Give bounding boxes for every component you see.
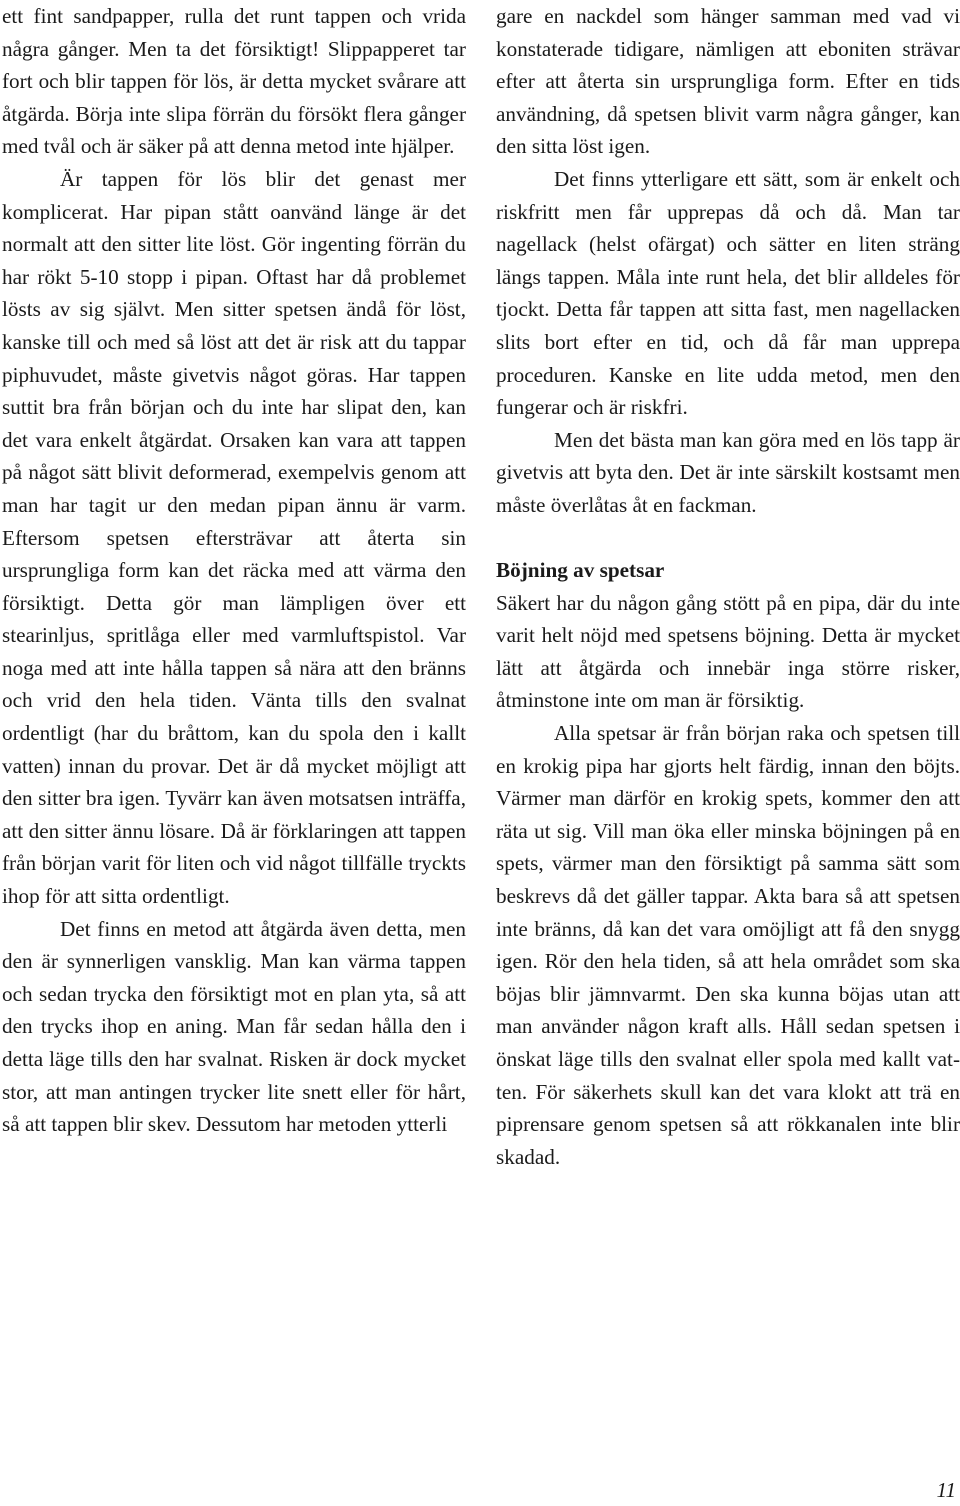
paragraph: gare en nackdel som hänger samman med vad vi konstaterade tidigare, nämligen att eboniten strävar efter att återta sin ursprungliga form. Efter en tids användning, då spetsen blivit varm några gånger, kan den sitta löst igen. <box>496 4 960 159</box>
page-number: 11 <box>936 1478 956 1502</box>
paragraph: Alla spetsar är från början raka och spetsen till en krokig pipa har gjorts helt färdig, innan den böjts. Värmer man därför en krokig spets, kommer den att räta ut sig. Vill man öka eller minska böjningen på en spets, värmer man den försiktigt på samma sätt som beskrevs då det gäller tappar. Akta bara så att spetsen inte bränns, då kan det vara omöjligt att få den snygg igen. Rör den hela tiden, så att hela området som ska böjas blir jämnvarmt. Den ska kunna böjas utan att man använder någon kraft alls. Håll sedan spetsen i önskat läge tills den svalnat eller spola med kallt vatten. För säkerhets skull kan det vara klokt att trä en piprensare genom spetsen så att rökkanalen inte blir skadad. <box>496 721 960 1169</box>
paragraph: Säkert har du någon gång stött på en pipa, där du inte varit helt nöjd med spetsens böjning. Detta är mycket lätt att åtgärda och innebär inga större risker, åtminstone inte om man är försiktig. <box>496 590 960 713</box>
paragraph: Men det bästa man kan göra med en lös tapp är givetvis att byta den. Det är inte särskilt kostsamt men måste överlåtas åt en fackman. <box>496 427 960 517</box>
section-heading: Böjning av spetsar <box>496 558 665 583</box>
paragraph: Är tappen för lös blir det genast mer komplicerat. Har pipan stått oanvänd länge är det normalt att den sitter lite löst. Gör ingenting förrän du har rökt 5-10 stopp i pipan. Oftast har då problemet lösts av sig självt. Men sitter spetsen ändå för löst, kanske till och med så löst att det är risk att du tappar piphuvudet, måste givetvis något göras. Har tappen suttit bra från början och du inte har slipat den, kan det vara enkelt åtgärdat. Orsaken kan vara att tappen på något sätt blivit deformerad, exempelvis genom att man har tagit ur den medan pipan ännu är varm. Eftersom spetsen eftersträvar att återta sin ursprungliga form kan det räcka med att värma den försiktigt. Detta gör man lämpligen över ett stearinljus, spritlåga eller med varmluftspistol. Var noga med att inte hålla tappen så nära att den bränns och vrid den hela tiden. Vänta tills den svalnat ordentligt (har du bråttom, kan du spola den i kallt vatten) innan du provar. Det är då mycket möjligt att den sitter bra igen. Tyvärr kan även motsatsen inträffa, att den sitter ännu lösare. Då är förklaringen att tappen från början varit för liten och vid något tillfälle tryckts ihop för att sitta ordentligt. <box>2 166 466 909</box>
right-column <box>496 0 960 1173</box>
paragraph: ett fint sandpapper, rulla det runt tappen och vrida några gånger. Men ta det försiktigt! Slippapperet tar fort och blir tappen för lös, är detta mycket svårare att åtgärda. Börja inte slipa förrän du försökt flera gånger med tvål och är säker på att denna metod inte hjälper. <box>2 4 466 159</box>
paragraph: Det finns en metod att åtgärda även detta, men den är synnerligen vansklig. Man kan värma tappen och sedan trycka den försiktigt mot en plan yta, så att den trycks ihop en aning. Man får sedan hålla den i detta läge tills den har svalnat. Risken är dock mycket stor, att man antingen trycker lite snett eller för hårt, så att tappen blir skev. Dessutom har metoden ytterli <box>2 916 466 1137</box>
left-column <box>2 0 466 1141</box>
paragraph: Det finns ytterligare ett sätt, som är enkelt och riskfritt men får upprepas då och då. Man tar nagellack (helst ofärgat) och sätter en liten sträng längs tappen. Måla inte runt hela, det blir alldeles för tjockt. Detta får tappen att sitta fast, men nagellacken slits bort efter en tid, och då får man upprepa proceduren. Kanske en lite udda metod, men den fungerar och är riskfri. <box>496 166 960 420</box>
